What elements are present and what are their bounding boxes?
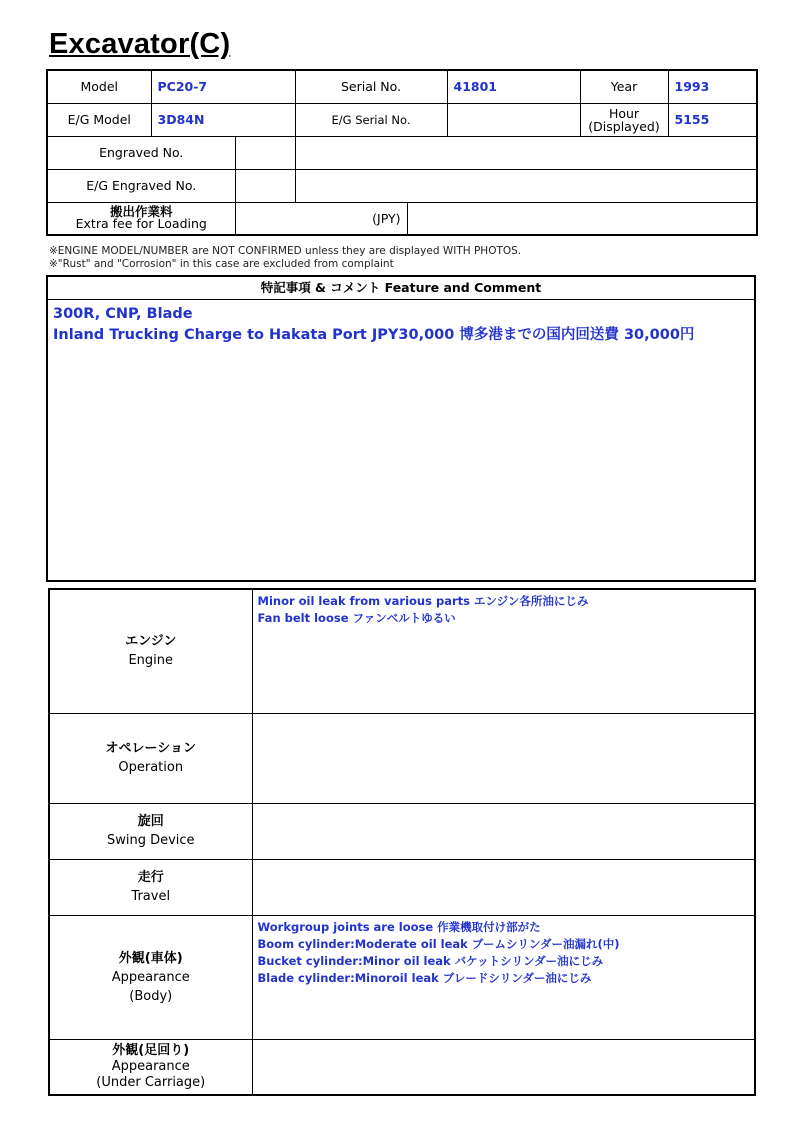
eg-engraved-value-b [295,169,757,202]
category-jp: 外観(足回り) [112,1042,190,1058]
inspection-row-undercarriage [49,1039,755,1095]
eg-model-value: 3D84N [151,103,295,136]
serial-label: Serial No. [295,70,447,103]
serial-value: 41801 [447,70,580,103]
category-jp: 走行 [137,870,164,885]
loading-fee-currency: (JPY) [235,202,407,235]
details-cell [252,803,755,859]
hour-label-line2: (Displayed) [588,118,660,134]
details-cell [252,589,755,713]
eg-serial-value [447,103,580,136]
category-cell [49,803,252,859]
feature-heading: 特記事項 & コメント Feature and Comment [48,277,754,300]
detail-line: Fan belt loose ファンベルトゆるい [257,611,456,625]
category-en: Appearance [111,969,190,985]
model-label: Model [47,70,151,103]
disclaimer-notes [49,245,521,271]
feature-body [48,300,754,350]
detail-line: Minor oil leak from various parts エンジン各所油にじみ [257,594,589,608]
model-value: PC20-7 [151,70,295,103]
eg-engraved-label: E/G Engraved No. [47,169,235,202]
eg-serial-label: E/G Serial No. [295,103,447,136]
machine-info-table [46,69,758,236]
engraved-value-a [235,136,295,169]
detail-line: Blade cylinder:Minoroil leak ブレードシリンダー油にじみ [257,970,592,985]
category-cell [49,859,252,915]
detail-line: Boom cylinder:Moderate oil leak ブームシリンダー油漏れ(中) [257,936,620,951]
inspection-row-operation [49,713,755,803]
inspection-row-swing [49,803,755,859]
inspection-row-travel [49,859,755,915]
loading-fee-value [407,202,757,235]
loading-fee-label-en: Extra fee for Loading [75,216,207,232]
category-jp: 旋回 [137,814,164,829]
hour-label-line1: Hour [608,105,640,121]
hour-value: 5155 [668,103,757,136]
category-en: Operation [118,760,184,775]
hour-label [580,103,668,136]
category-cell [49,915,252,1039]
feature-comment-box [46,275,756,582]
details-cell [252,859,755,915]
details-cell [252,1039,755,1095]
details-cell [252,713,755,803]
page-title: Excavator(C) [49,28,231,60]
category-en-sub: (Under Carriage) [96,1074,206,1090]
category-cell [49,713,252,803]
feature-line: 300R, CNP, Blade [53,306,193,322]
detail-line: Bucket cylinder:Minor oil leak バケットシリンダー油にじみ [257,953,604,968]
category-cell [49,1039,252,1095]
eg-engraved-value-a [235,169,295,202]
category-en: Swing Device [106,833,195,848]
inspection-row-engine [49,589,755,713]
category-jp: 外観(車体) [118,950,183,966]
feature-line: Inland Trucking Charge to Hakata Port JPY30,000 博多港までの国内回送費 30,000円 [53,327,695,343]
details-cell [252,915,755,1039]
category-en: Appearance [111,1058,190,1074]
eg-model-label: E/G Model [47,103,151,136]
note-rust: ※"Rust" and "Corrosion" in this case are excluded from complaint [49,258,394,270]
detail-line: Workgroup joints are loose 作業機取付け部がた [257,919,541,934]
year-value: 1993 [668,70,757,103]
inspection-row-appearance-body [49,915,755,1039]
loading-fee-label-jp: 搬出作業料 [109,204,173,220]
note-engine: ※ENGINE MODEL/NUMBER are NOT CONFIRMED unless they are displayed WITH PHOTOS. [49,245,522,257]
category-jp: エンジン [125,634,177,650]
category-jp: オペレーション [105,741,196,756]
year-label: Year [580,70,668,103]
loading-fee-label [47,202,235,235]
category-en-sub: (Body) [129,988,173,1004]
category-cell [49,589,252,713]
category-en: Engine [128,653,174,669]
engraved-label: Engraved No. [47,136,235,169]
engraved-value-b [295,136,757,169]
inspection-table [48,588,756,1096]
category-en: Travel [131,889,171,904]
